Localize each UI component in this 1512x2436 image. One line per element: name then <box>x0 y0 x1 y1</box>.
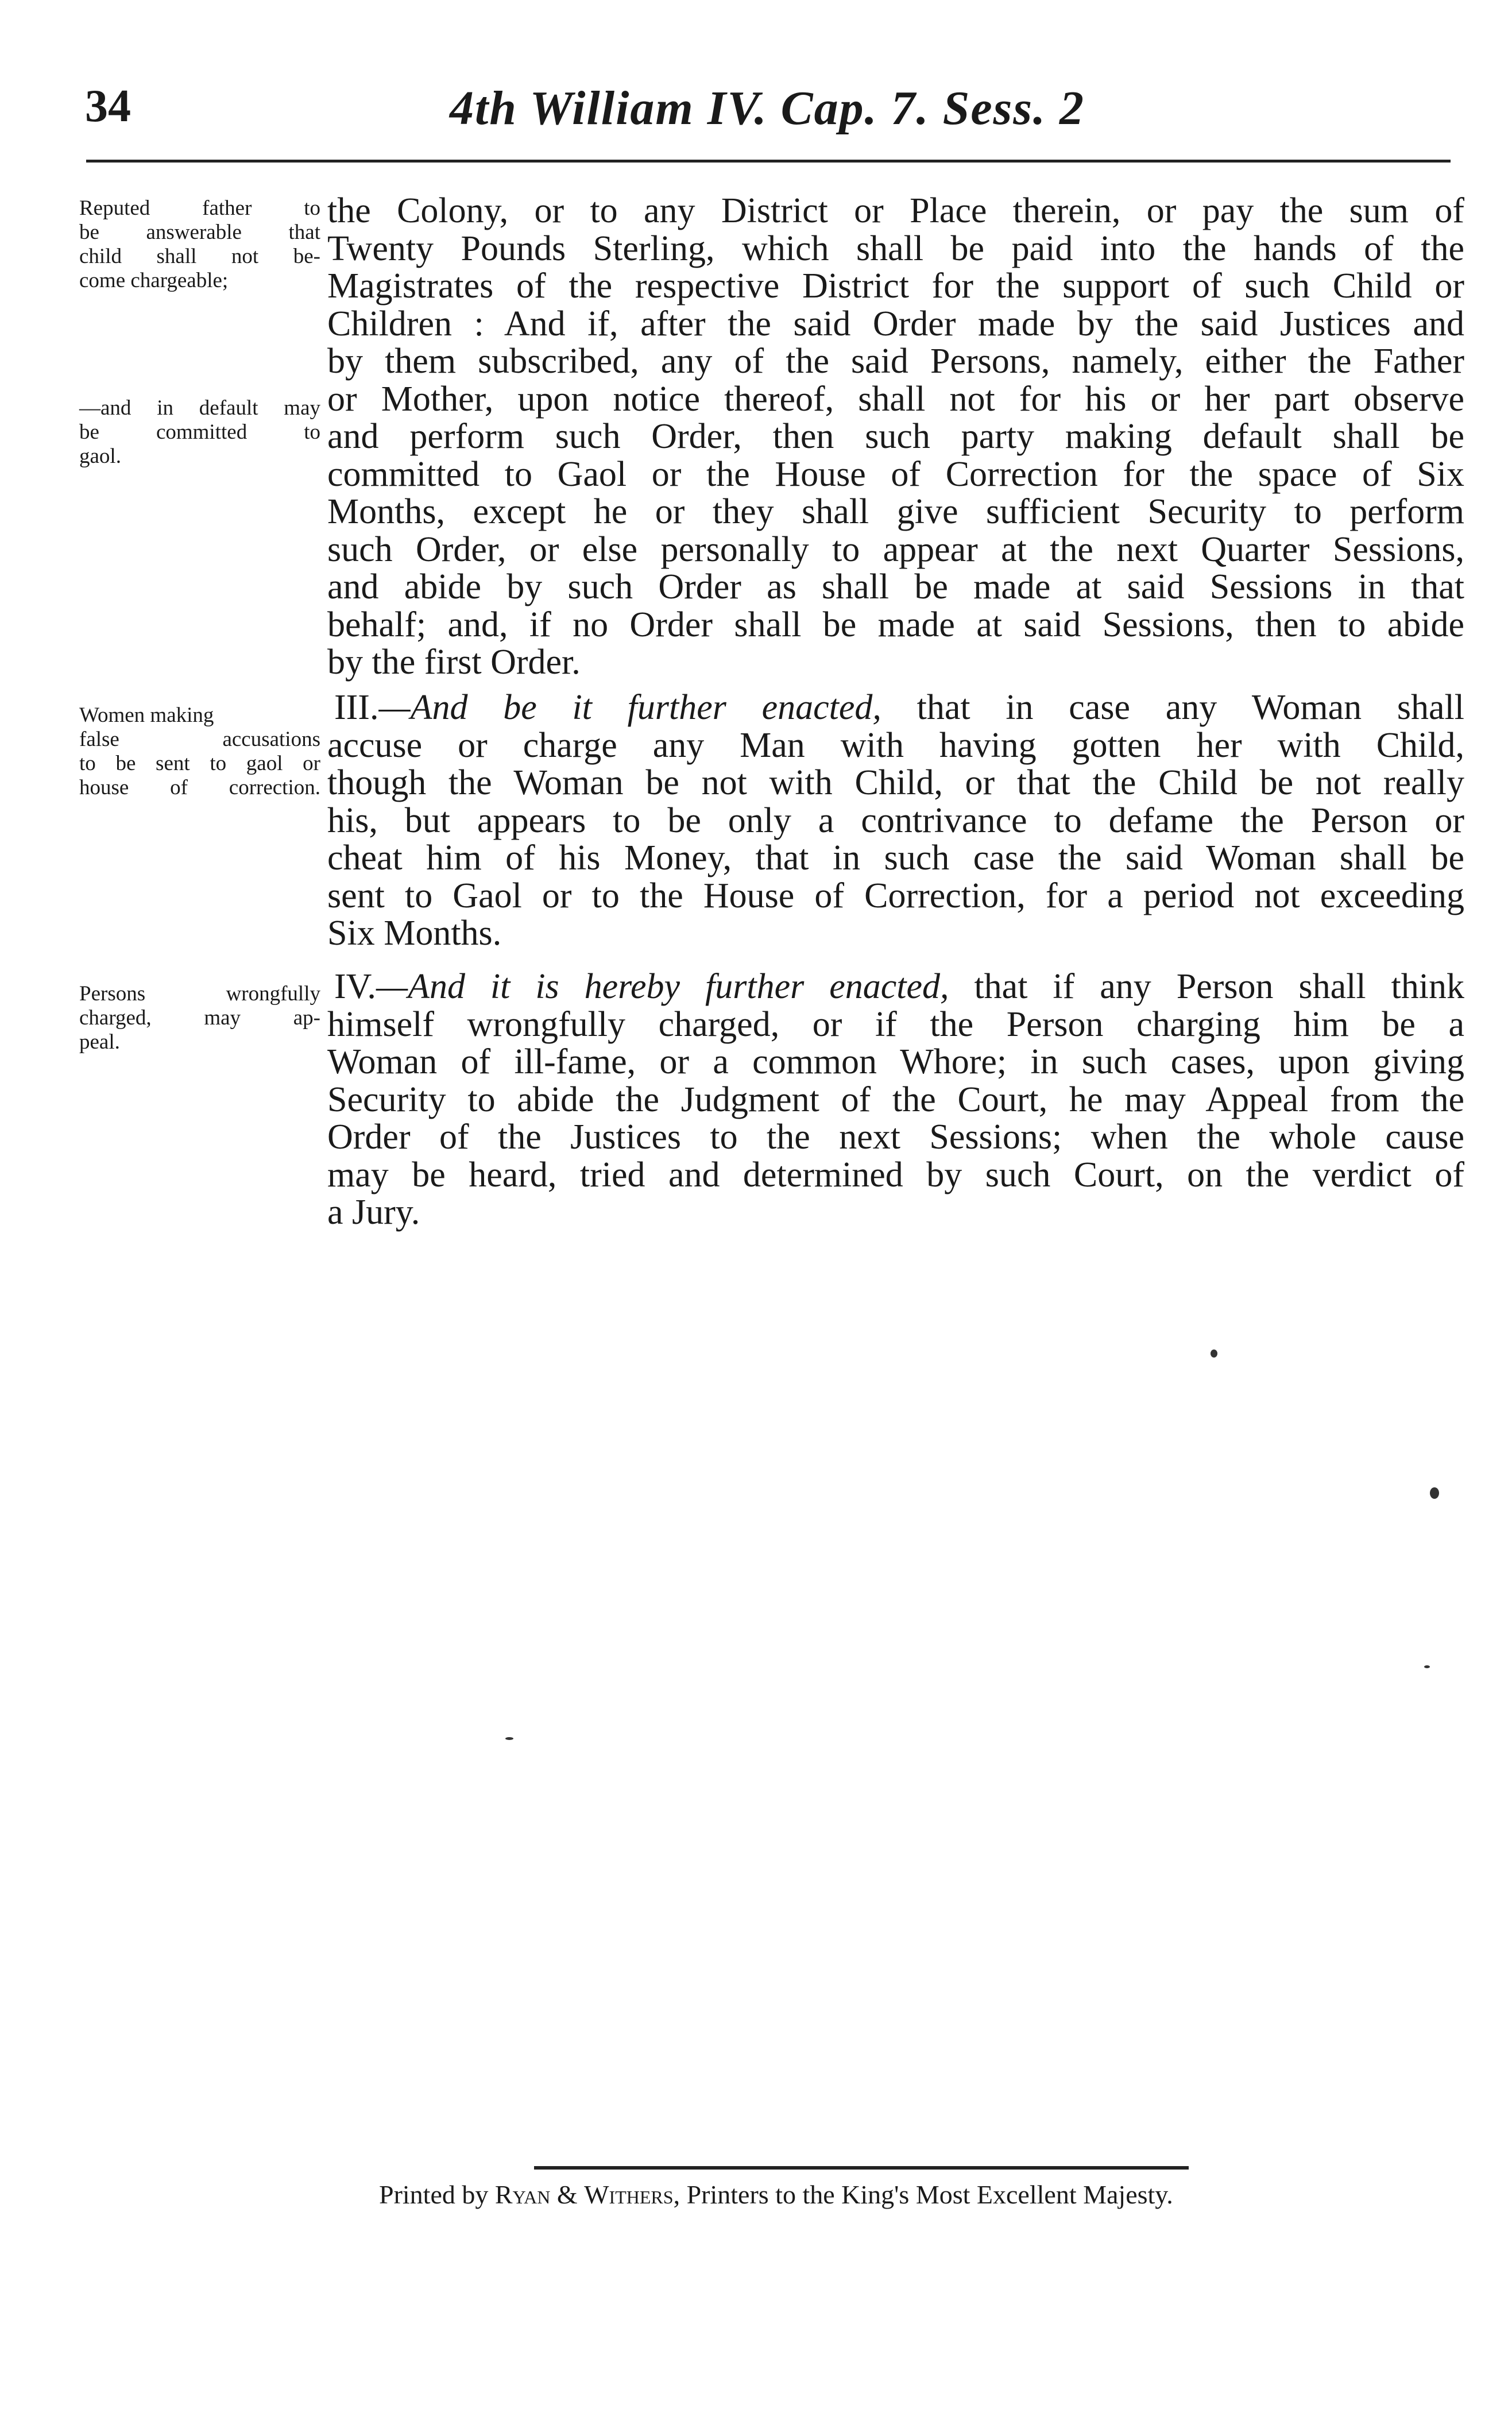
margin-note-line: false accusations <box>79 728 320 751</box>
margin-note-line: charged, may ap- <box>79 1006 320 1030</box>
margin-note-line: Persons wrongfully <box>79 982 320 1006</box>
text-line: though the Woman be not with Child, or that the Child be not really <box>327 763 1464 802</box>
margin-note-reputed-father <box>79 196 320 293</box>
text-line: or Mother, upon notice thereof, shall not for his or her part observe <box>327 379 1464 419</box>
running-title: 4th William IV. Cap. 7. Sess. 2 <box>449 82 1085 135</box>
imprint-suffix: , Printers to the King's Most Excellent Majesty. <box>673 2180 1173 2209</box>
margin-note-women-false-accusations <box>79 703 320 800</box>
text-line: Order of the Justices to the next Sessions; when the whole cause <box>327 1118 1464 1157</box>
text-line <box>327 968 1464 1006</box>
text-line: sent to Gaol or to the House of Correction, for a period not exceeding <box>327 876 1464 915</box>
margin-note-default-committed <box>79 396 320 469</box>
text-segment: that if any Person shall think <box>949 967 1464 1006</box>
text-line: and abide by such Order as shall be made at said Sessions in that <box>327 567 1464 606</box>
imprint-ampersand: & <box>550 2180 585 2209</box>
printer-imprint <box>379 2179 1173 2210</box>
print-speck <box>505 1737 513 1740</box>
printer-name: Withers <box>584 2180 674 2209</box>
text-line: and perform such Order, then such party making default shall be <box>327 417 1464 456</box>
margin-note-line: child shall not be- <box>79 245 320 268</box>
print-speck <box>1424 1665 1430 1668</box>
text-line: his, but appears to be only a contrivance to defame the Person or <box>327 801 1464 840</box>
margin-note-line: come chargeable; <box>79 269 229 292</box>
margin-note-line: —and in default may <box>79 396 320 420</box>
text-line: by them subscribed, any of the said Persons, namely, either the Father <box>327 342 1464 381</box>
print-speck <box>1430 1487 1439 1499</box>
text-line: the Colony, or to any District or Place therein, or pay the sum of <box>327 191 1464 230</box>
margin-note-line: be answerable that <box>79 221 320 244</box>
text-line: committed to Gaol or the House of Correction for the space of Six <box>327 454 1464 494</box>
margin-note-line: house of correction. <box>79 776 320 799</box>
page-header <box>85 80 1449 155</box>
section-iv-paragraph <box>327 968 1464 1232</box>
text-line: Security to abide the Judgment of the Court, he may Appeal from the <box>327 1080 1464 1119</box>
text-line: by the first Order. <box>327 643 581 682</box>
text-line: Months, except he or they shall give sufficient Security to perform <box>327 492 1464 531</box>
text-line: accuse or charge any Man with having gotten her with Child, <box>327 725 1464 765</box>
text-segment: that in case any Woman shall <box>881 688 1464 727</box>
text-line: Six Months. <box>327 914 502 953</box>
section-number: III. <box>334 688 379 727</box>
margin-note-persons-wrongfully-charged <box>79 982 320 1054</box>
margin-note-line: Women making <box>79 703 214 727</box>
text-line <box>327 689 1464 727</box>
paragraph-continuation <box>327 192 1464 682</box>
margin-note-line: Reputed father to <box>79 196 320 220</box>
section-number: IV. <box>334 967 376 1006</box>
text-line: Children : And if, after the said Order made by the said Justices and <box>327 304 1464 343</box>
section-iii-paragraph <box>327 689 1464 953</box>
margin-note-line: to be sent to gaol or <box>79 752 320 775</box>
text-line: a Jury. <box>327 1193 420 1232</box>
page-number: 34 <box>85 81 131 132</box>
print-speck <box>1211 1350 1217 1358</box>
text-line: cheat him of his Money, that in such case the said Woman shall be <box>327 838 1464 877</box>
text-line: himself wrongfully charged, or if the Person charging him be a <box>327 1004 1464 1044</box>
enacting-clause: —And it is hereby further enacted, <box>376 967 949 1006</box>
text-line: such Order, or else personally to appear at the next Quarter Sessions, <box>327 529 1464 569</box>
text-line: Woman of ill-fame, or a common Whore; in such cases, upon giving <box>327 1042 1464 1081</box>
imprint-prefix: Printed by <box>379 2180 495 2209</box>
enacting-clause: —And be it further enacted, <box>378 688 881 727</box>
text-line: may be heard, tried and determined by such Court, on the verdict of <box>327 1155 1464 1194</box>
header-rule <box>86 160 1451 163</box>
text-line: behalf; and, if no Order shall be made at said Sessions, then to abide <box>327 605 1464 644</box>
text-line: Twenty Pounds Sterling, which shall be paid into the hands of the <box>327 229 1464 268</box>
margin-note-line: be committed to <box>79 420 320 444</box>
margin-note-line: peal. <box>79 1030 120 1054</box>
printer-name: Ryan <box>494 2180 551 2209</box>
footer-rule <box>534 2166 1189 2170</box>
text-line: Magistrates of the respective District for the support of such Child or <box>327 266 1464 306</box>
margin-note-line: gaol. <box>79 444 121 468</box>
